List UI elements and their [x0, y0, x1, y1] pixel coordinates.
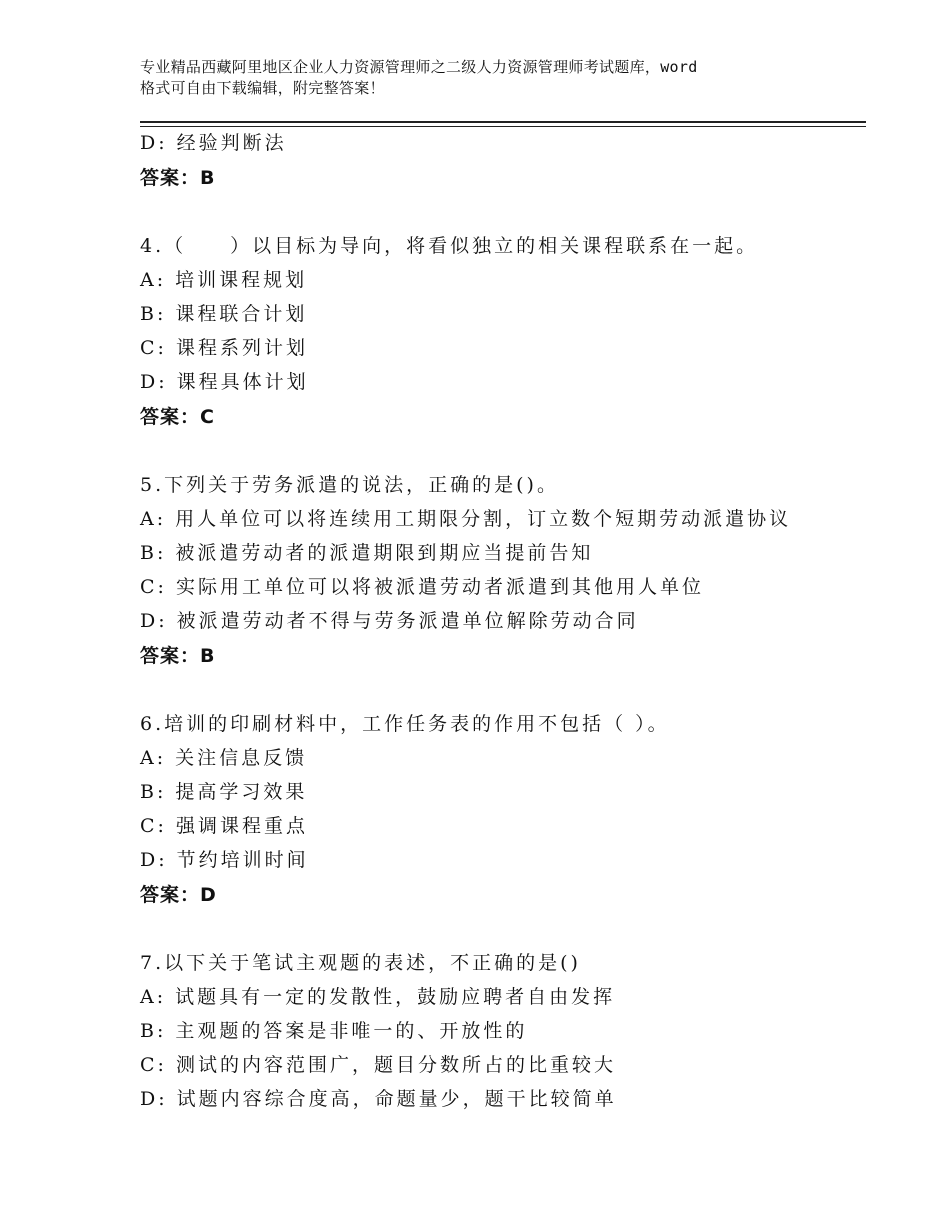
header-line-1: 专业精品西藏阿里地区企业人力资源管理师之二级人力资源管理师考试题库，word: [140, 58, 698, 76]
q5-option-c: C: 实际用工单位可以将被派遣劳动者派遣到其他用人单位: [140, 576, 704, 598]
q5-answer: 答案：B: [140, 645, 216, 667]
header-rule-thin: [140, 126, 866, 127]
q4-answer: 答案：C: [140, 406, 215, 428]
q4-option-a: A: 培训课程规划: [140, 269, 308, 291]
header-line-2: 格式可自由下载编辑，附完整答案！: [140, 79, 385, 97]
q4-option-c: C: 课程系列计划: [140, 337, 308, 359]
q4-option-d: D: 课程具体计划: [140, 371, 309, 393]
q7-question: 7.以下关于笔试主观题的表述，不正确的是(): [140, 952, 581, 974]
q3-option-d: D: 经验判断法: [140, 132, 287, 154]
q5-option-a: A: 用人单位可以将连续用工期限分割，订立数个短期劳动派遣协议: [140, 508, 792, 530]
q6-option-a: A: 关注信息反馈: [140, 747, 308, 769]
document-header: [140, 57, 840, 99]
q6-option-b: B: 提高学习效果: [140, 781, 308, 803]
q6-question: 6.培训的印刷材料中，工作任务表的作用不包括（ ）。: [140, 713, 670, 735]
q3-answer: 答案：B: [140, 167, 216, 189]
q6-option-c: C: 强调课程重点: [140, 815, 308, 837]
header-rule-thick: [140, 121, 866, 123]
q5-question: 5.下列关于劳务派遣的说法，正确的是()。: [140, 474, 559, 496]
q7-option-a: A: 试题具有一定的发散性，鼓励应聘者自由发挥: [140, 986, 616, 1008]
q7-option-c: C: 测试的内容范围广，题目分数所占的比重较大: [140, 1054, 616, 1076]
q4-question: 4.（ ）以目标为导向，将看似独立的相关课程联系在一起。: [140, 235, 759, 257]
q7-option-b: B: 主观题的答案是非唯一的、开放性的: [140, 1020, 528, 1042]
q5-option-b: B: 被派遣劳动者的派遣期限到期应当提前告知: [140, 542, 594, 564]
q6-answer: 答案：D: [140, 884, 217, 906]
q4-option-b: B: 课程联合计划: [140, 303, 308, 325]
q5-option-d: D: 被派遣劳动者不得与劳务派遣单位解除劳动合同: [140, 610, 639, 632]
q7-option-d: D: 试题内容综合度高，命题量少，题干比较简单: [140, 1088, 617, 1110]
q6-option-d: D: 节约培训时间: [140, 849, 309, 871]
